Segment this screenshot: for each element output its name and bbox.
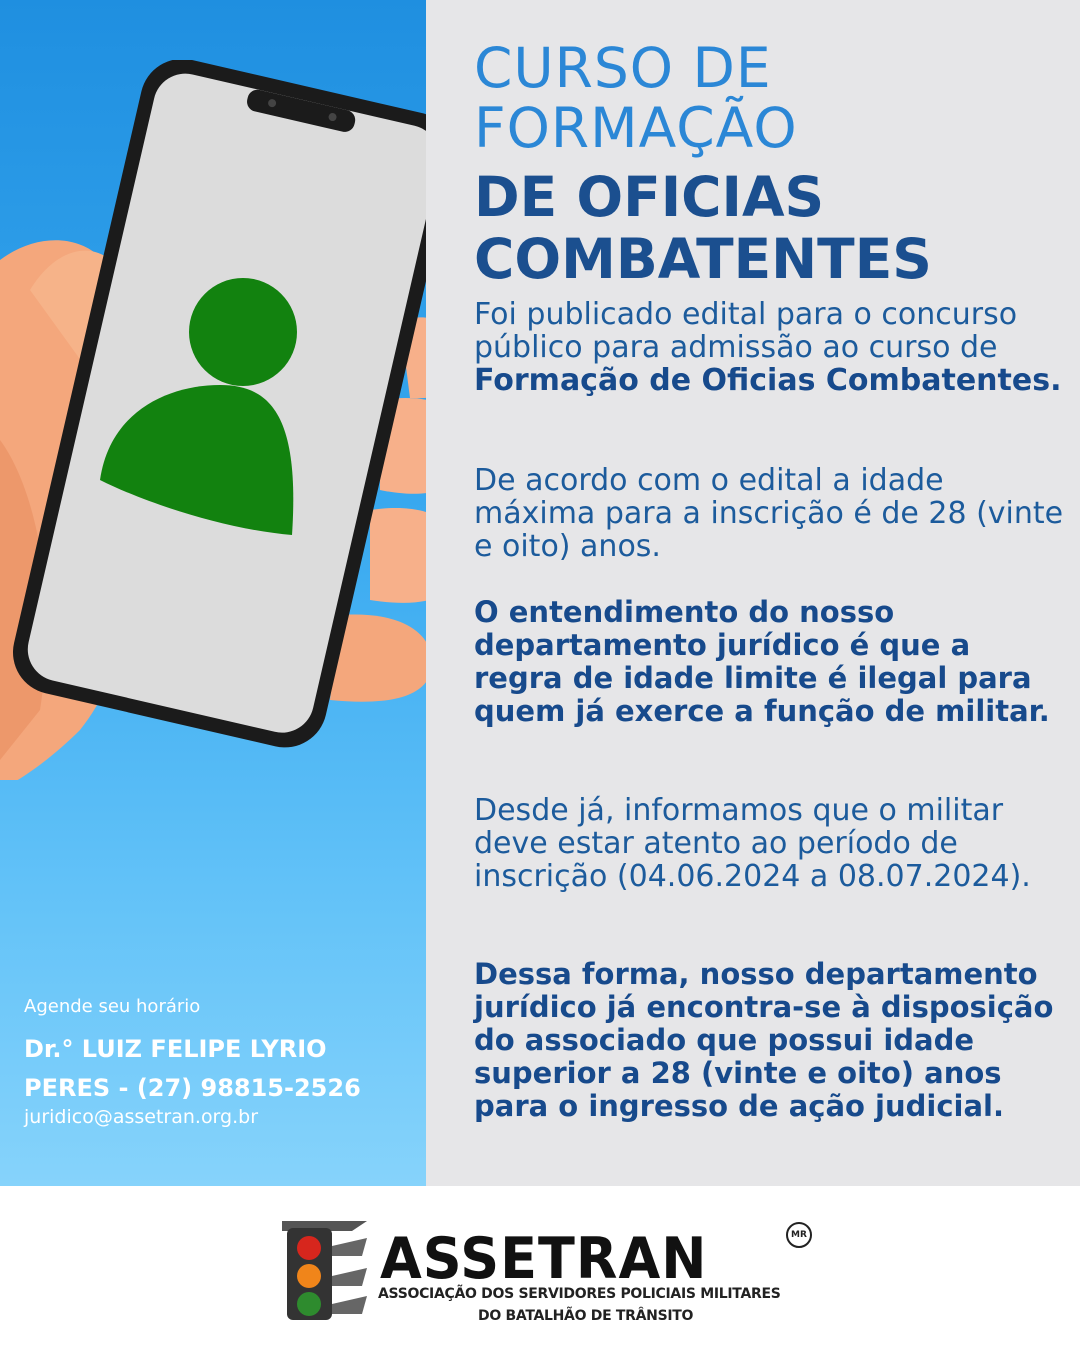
traffic-light-icon [272, 1216, 372, 1326]
title-line-2: DE OFICIAS COMBATENTES [474, 165, 932, 291]
hand-holding-phone-illustration [0, 60, 426, 780]
logo-name: ASSETRAN [380, 1225, 708, 1292]
paragraph-edital-text: Foi publicado edital para o concurso público para admissão ao curso de [474, 297, 1018, 365]
paragraph-edital [474, 298, 1064, 397]
paragraph-availability: Dessa forma, nosso departamento jurídico já encontra-se à disposição do associado que possui idade superior a 28 (vinte e oito) anos para o ingresso de ação judicial. [474, 957, 1054, 1123]
left-panel [0, 0, 426, 1186]
paragraph-period: Desde já, informamos que o militar deve estar atento ao período de inscrição (04.06.2024 a 08.07.2024). [474, 793, 1031, 894]
paragraph-edital-strong: Formação de Oficias Combatentes. [474, 363, 1062, 398]
contact-email[interactable]: juridico@assetran.org.br [24, 1106, 259, 1128]
paragraph-age: De acordo com o edital a idade máxima para a inscrição é de 28 (vinte e oito) anos. [474, 463, 1064, 564]
logo-registered-mark: MR [786, 1222, 812, 1248]
contact-label: Agende seu horário [24, 996, 201, 1017]
paragraph-legal-opinion: O entendimento do nosso departamento jurídico é que a regra de idade limite é ilegal para quem já exerce a função de militar. [474, 595, 1050, 728]
contact-name: Dr.° LUIZ FELIPE LYRIO PERES - (27) 98815-2526 [24, 1035, 361, 1102]
title-line-1: CURSO DE FORMAÇÃO [474, 36, 798, 160]
logo-subtitle-line1: ASSOCIAÇÃO DOS SERVIDORES POLICIAIS MILITARES [378, 1286, 781, 1302]
logo-subtitle-line2: DO BATALHÃO DE TRÂNSITO [478, 1308, 694, 1324]
